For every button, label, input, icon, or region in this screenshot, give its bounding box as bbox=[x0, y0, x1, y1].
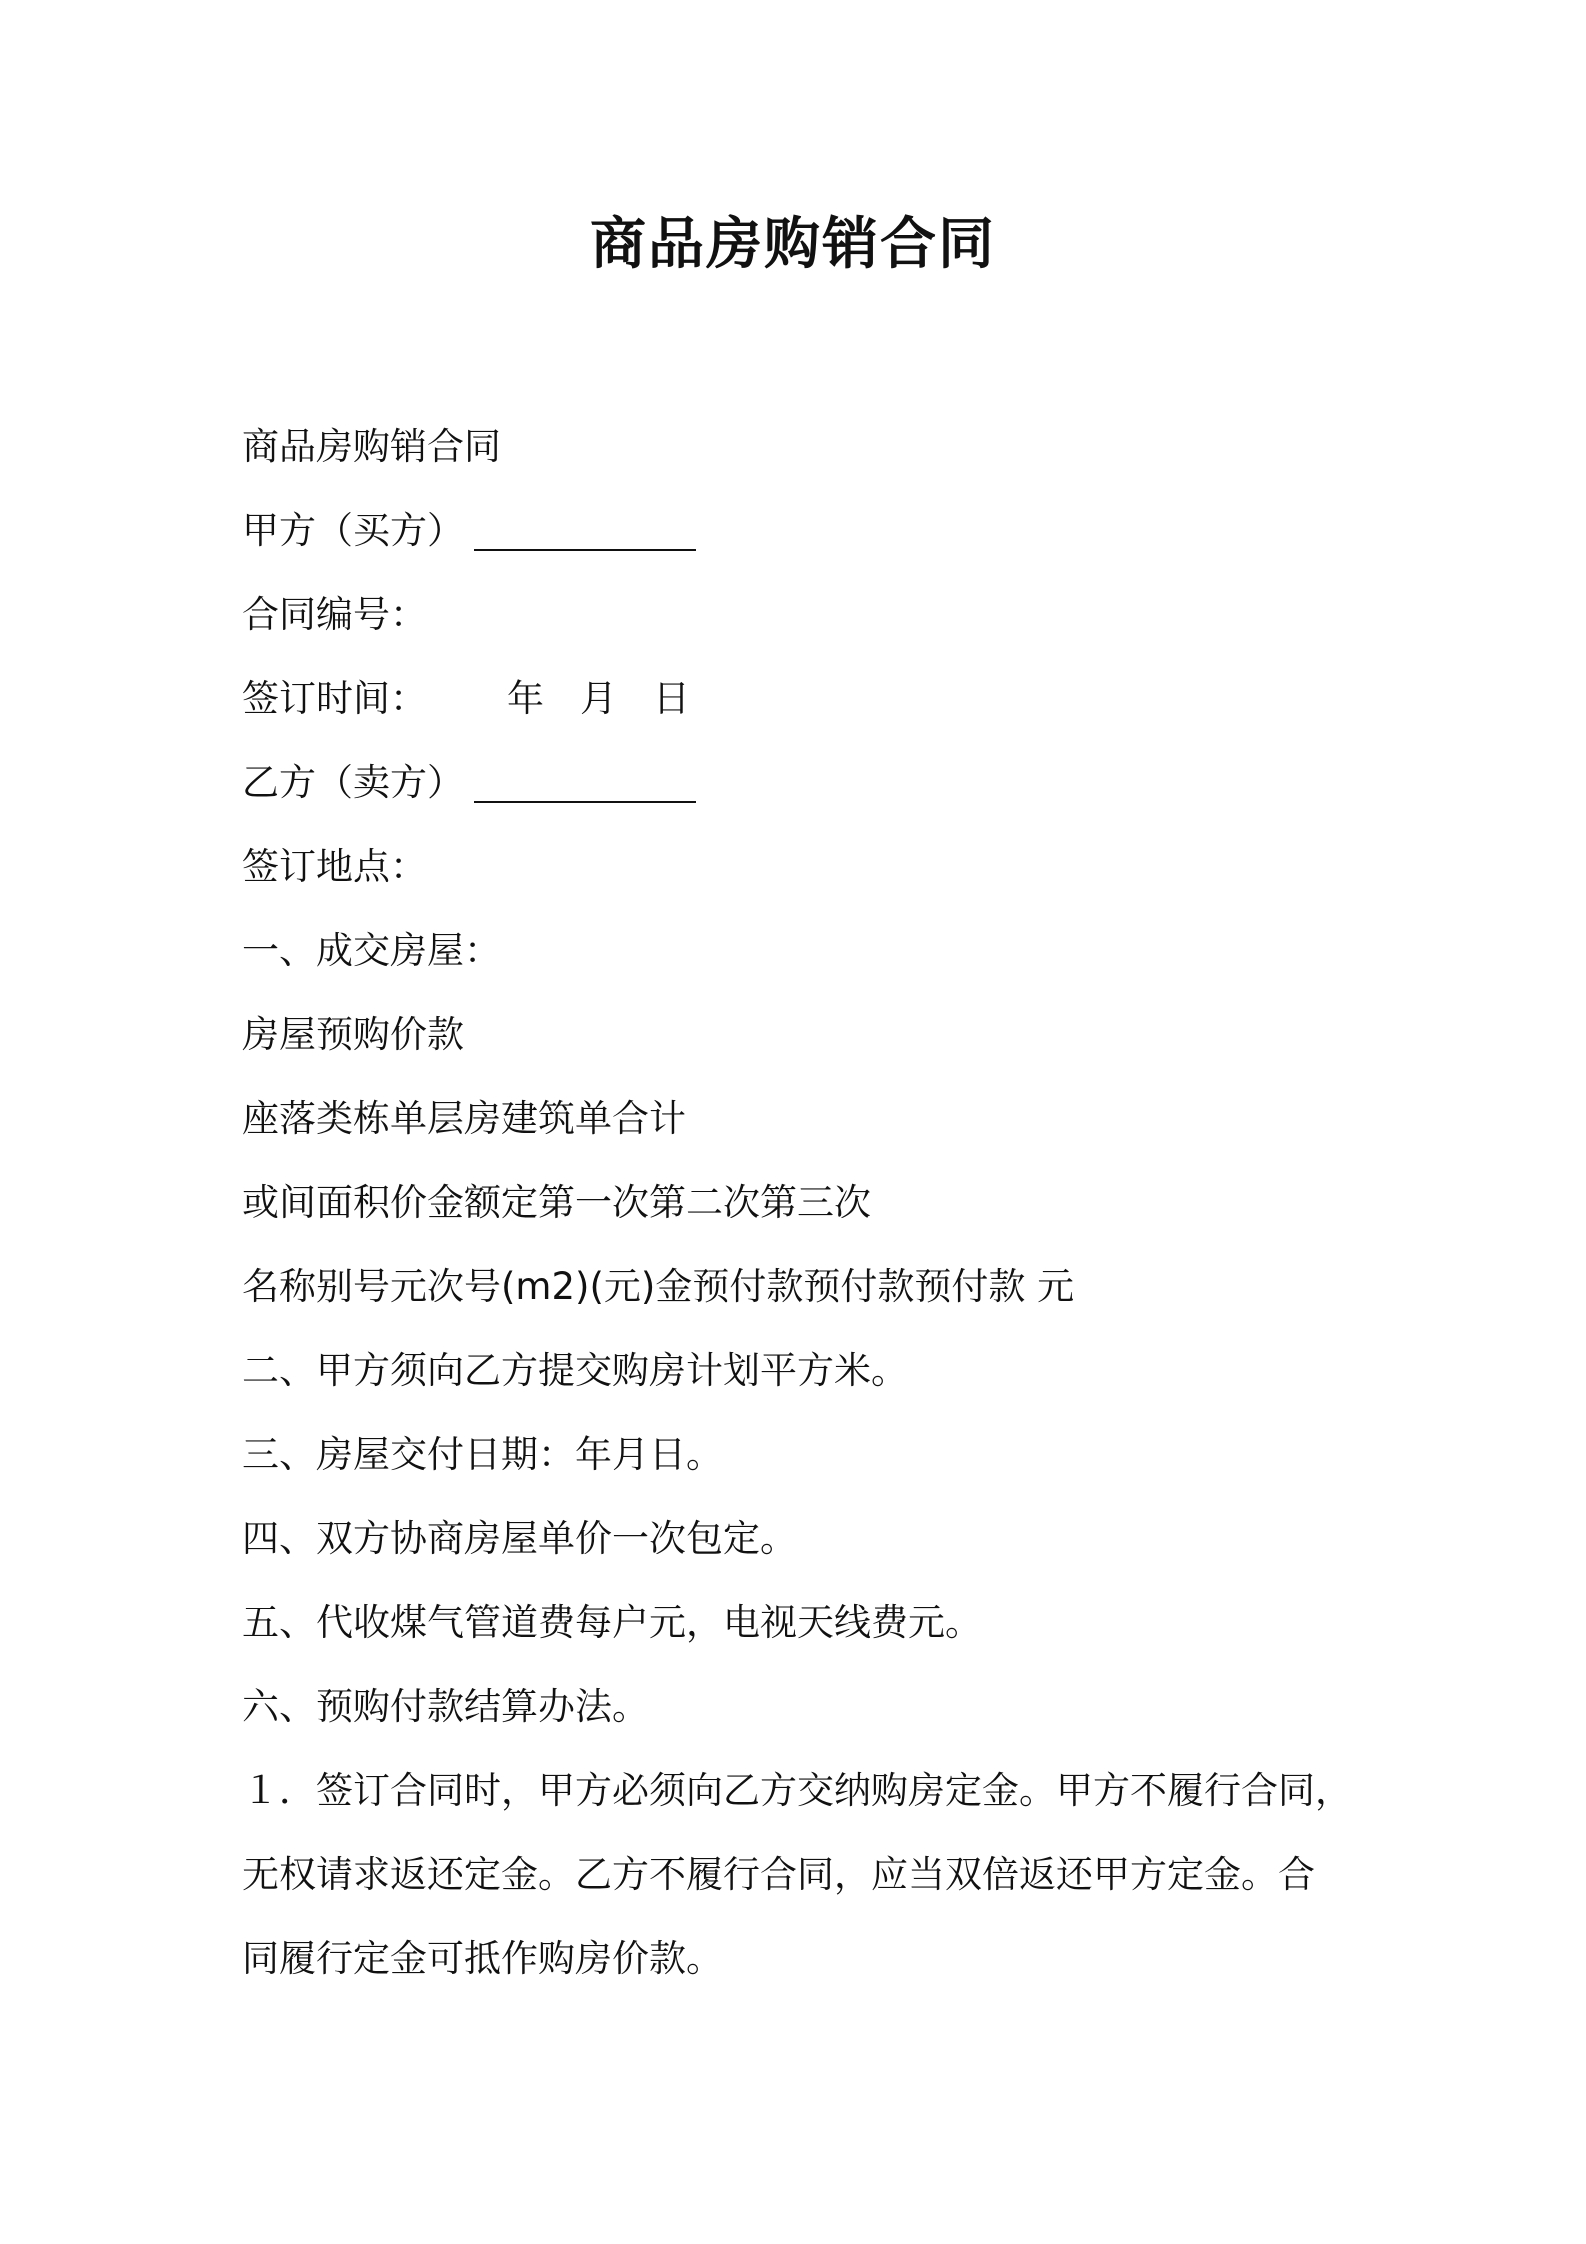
party-a-label: 甲方（买方） bbox=[242, 509, 464, 552]
line-sign-date bbox=[242, 657, 1392, 741]
line-price: 房屋预购价款 bbox=[242, 1013, 464, 1056]
contract-body bbox=[242, 405, 1392, 2001]
line-table-header-1: 座落类栋单层房建筑单合计 bbox=[242, 1097, 686, 1140]
line-section-1: 一、成交房屋： bbox=[242, 929, 501, 972]
line-sign-place: 签订地点： bbox=[242, 845, 427, 888]
document-title: 商品房购销合同 bbox=[590, 212, 996, 277]
line-section-6: 六、预购付款结算办法。 bbox=[242, 1685, 649, 1728]
line-section-2: 二、甲方须向乙方提交购房计划平方米。 bbox=[242, 1349, 908, 1392]
date-year: 年 bbox=[507, 677, 544, 720]
line-section-4: 四、双方协商房屋单价一次包定。 bbox=[242, 1517, 797, 1560]
date-day: 日 bbox=[653, 677, 690, 720]
line-clause-1b: 无权请求返还定金。乙方不履行合同，应当双倍返还甲方定金。合 bbox=[242, 1853, 1315, 1896]
line-heading: 商品房购销合同 bbox=[242, 425, 501, 468]
line-table-header-2: 或间面积价金额定第一次第二次第三次 bbox=[242, 1181, 871, 1224]
line-contract-number: 合同编号： bbox=[242, 593, 427, 636]
line-section-3: 三、房屋交付日期：年月日。 bbox=[242, 1433, 723, 1476]
line-clause-1a: １．签订合同时，甲方必须向乙方交纳购房定金。甲方不履行合同， bbox=[242, 1769, 1352, 1812]
party-b-label: 乙方（卖方） bbox=[242, 761, 464, 804]
line-party-a bbox=[242, 489, 1392, 573]
line-table-header-3: 名称别号元次号(m2)(元)金预付款预付款预付款 元 bbox=[242, 1265, 1075, 1308]
sign-date-label: 签订时间： bbox=[242, 677, 427, 720]
line-clause-1c: 同履行定金可抵作购房价款。 bbox=[242, 1937, 723, 1980]
line-party-b bbox=[242, 741, 1392, 825]
party-a-blank bbox=[474, 548, 696, 551]
date-month: 月 bbox=[580, 677, 617, 720]
line-section-5: 五、代收煤气管道费每户元，电视天线费元。 bbox=[242, 1601, 982, 1644]
party-b-blank bbox=[474, 800, 696, 803]
